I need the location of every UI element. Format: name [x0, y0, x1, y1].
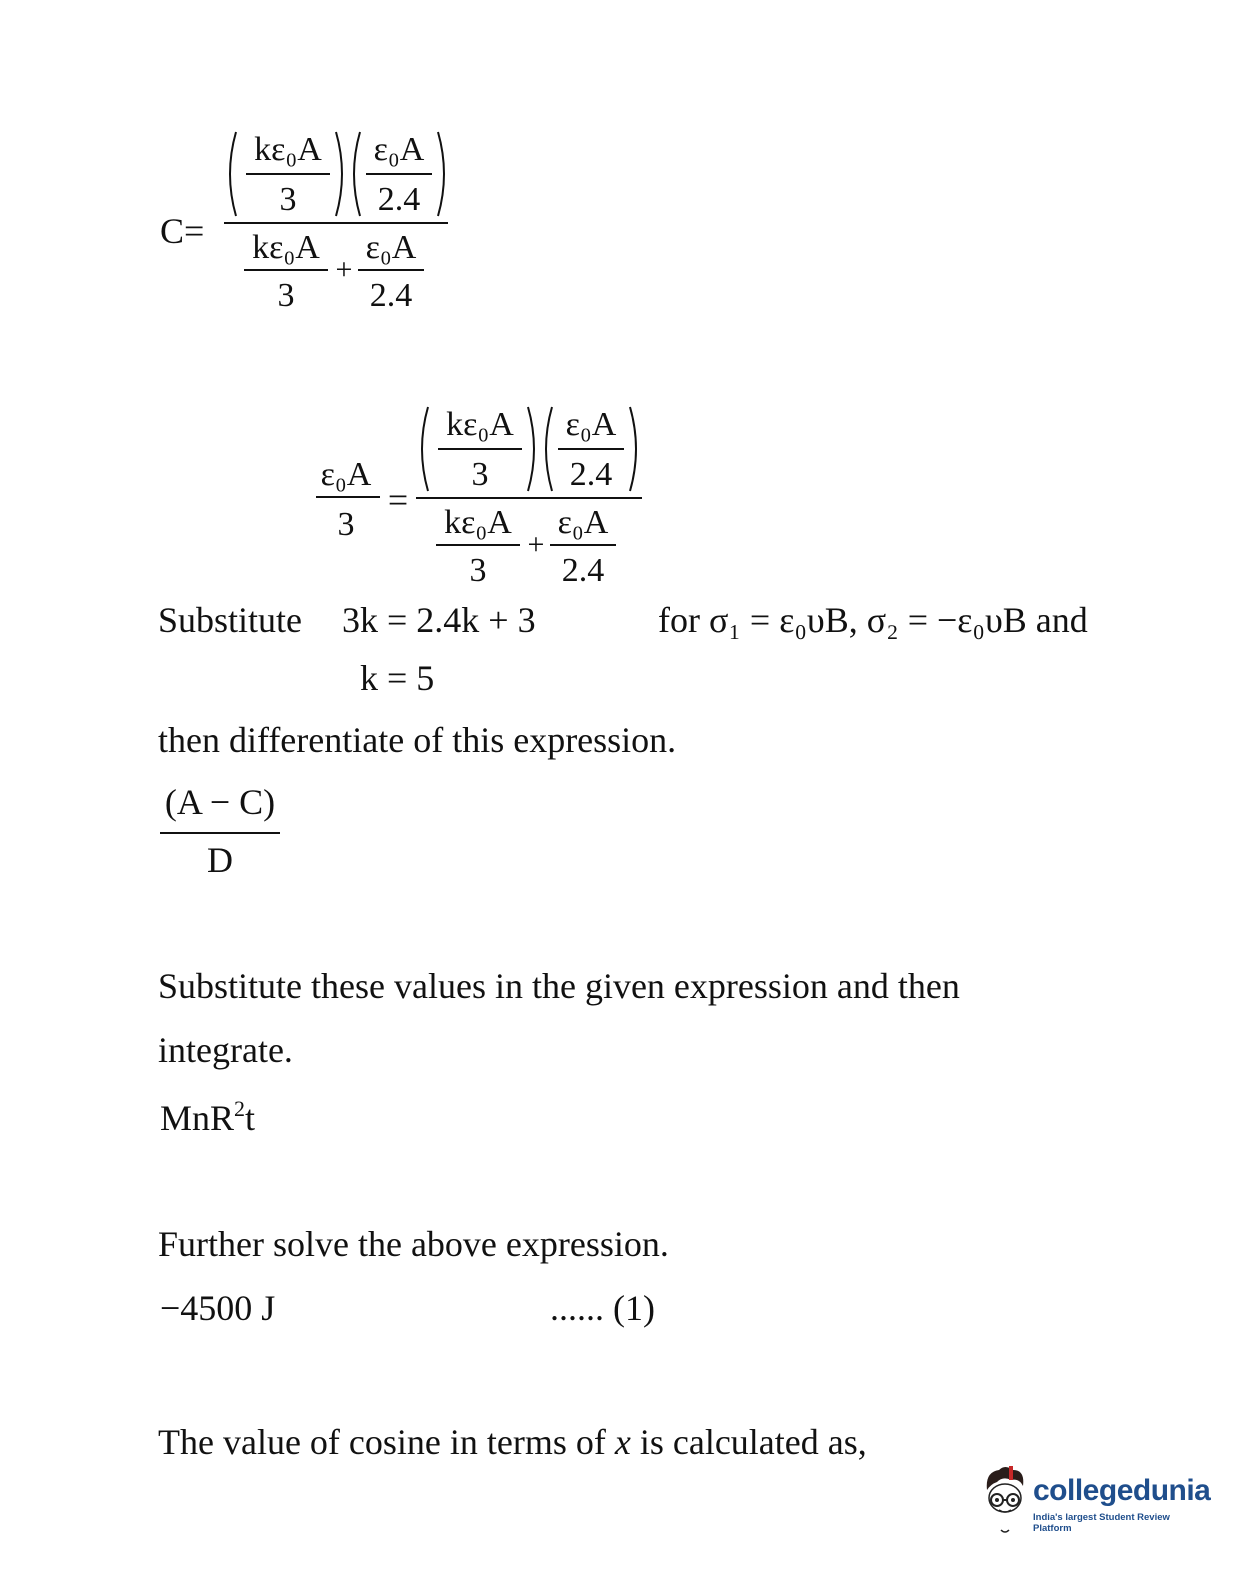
- formula2-num-a-bot: 3: [471, 456, 489, 493]
- paren-left-d: [538, 404, 556, 494]
- formula2-den-b-bot: 2.4: [561, 552, 605, 589]
- formula1-num-b-bar: [366, 173, 432, 175]
- formula1-den-b-top: ε₀A: [365, 229, 417, 266]
- cosine-text: [158, 1424, 867, 1460]
- logo-tagline: India's largest Student Review Platform: [1033, 1512, 1170, 1534]
- cosine-text-after: is calculated as,: [630, 1422, 867, 1462]
- collegedunia-logo: [975, 1462, 1211, 1542]
- formula1-den-a-bar: [244, 269, 328, 271]
- formula2-lhs-bot: 3: [337, 506, 355, 543]
- paren-right-d: [626, 404, 644, 494]
- fraction-a-minus-c: [158, 784, 282, 884]
- formula1-den-plus: +: [335, 253, 353, 286]
- further-solve-text: Further solve the above expression.: [158, 1224, 669, 1264]
- mnr-tail: t: [245, 1098, 256, 1138]
- formula2-den-b-top: ε₀A: [557, 504, 609, 541]
- substitute-values-text-1: Substitute these values in the given expression and then: [158, 966, 960, 1006]
- formula1-num-b-bot: 2.4: [377, 181, 421, 218]
- cosine-text-before: The value of cosine in terms of: [158, 1422, 615, 1462]
- fraction-ac-bar: [160, 832, 280, 834]
- formula1-den-b-bar: [358, 269, 424, 271]
- formula1-den-b-bot: 2.4: [369, 277, 413, 314]
- formula1-den-a-top: kε₀A: [252, 229, 320, 266]
- logo-wordmark: collegedunia: [1033, 1474, 1211, 1507]
- formula2-den-a-bot: 3: [469, 552, 487, 589]
- fraction-ac-bottom: D: [207, 840, 233, 880]
- formula2-eq: =: [387, 480, 409, 520]
- formula2-main-bar: [416, 497, 642, 499]
- formula2-den-b-bar: [550, 544, 616, 546]
- mnr-expression: [160, 1096, 256, 1138]
- paren-left-b: [346, 129, 364, 219]
- formula2-den-plus: +: [527, 528, 545, 561]
- formula2-num-a-bar: [438, 448, 522, 450]
- differentiate-text: then differentiate of this expression.: [158, 720, 677, 760]
- cosine-variable: x: [614, 1422, 631, 1462]
- formula2-num-a-top: kε₀A: [446, 406, 514, 443]
- formula2-den-a-top: kε₀A: [444, 504, 512, 541]
- substitute-condition: for σ₁ = ε₀υB, σ₂ = −ε₀υB and: [658, 600, 1088, 640]
- formula1-den-a-bot: 3: [277, 277, 295, 314]
- formula1-eq: =: [184, 211, 205, 251]
- formula1-num-a-top: kε₀A: [254, 131, 322, 168]
- formula2-lhs-top: ε₀A: [320, 456, 372, 493]
- fraction-ac-top: (A − C): [164, 782, 276, 822]
- formula1-num-a-bot: 3: [279, 181, 297, 218]
- k-value: k = 5: [360, 658, 435, 698]
- formula2-lhs-bar: [316, 496, 380, 498]
- formula1-num-a-bar: [246, 173, 330, 175]
- formula2-num-b-top: ε₀A: [565, 406, 617, 443]
- formula1-num-b-top: ε₀A: [373, 131, 425, 168]
- formula1-numerator: [222, 129, 452, 219]
- formula2-num-b-bar: [558, 448, 624, 450]
- mnr-exponent: 2: [234, 1096, 246, 1121]
- student-mascot-icon: [975, 1462, 1033, 1542]
- formula-capacitance: [160, 125, 460, 325]
- formula-equation-k: [310, 400, 650, 600]
- formula1-denominator: [240, 229, 450, 319]
- mnr-base: MnR: [160, 1098, 235, 1138]
- result-value: −4500 J: [160, 1288, 276, 1328]
- formula2-denominator: [432, 504, 642, 594]
- paren-left-a: [222, 129, 240, 219]
- formula1-lhs: C: [160, 211, 185, 251]
- paren-left-c: [414, 404, 432, 494]
- formula2-numerator: [414, 404, 646, 494]
- result-reference: ...... (1): [550, 1288, 655, 1328]
- substitute-equation: 3k = 2.4k + 3: [342, 600, 536, 640]
- substitute-values-text-2: integrate.: [158, 1030, 293, 1070]
- formula2-num-b-bot: 2.4: [569, 456, 613, 493]
- formula2-den-a-bar: [436, 544, 520, 546]
- formula1-main-bar: [224, 222, 448, 224]
- paren-right-b: [434, 129, 452, 219]
- substitute-label: Substitute: [158, 600, 303, 640]
